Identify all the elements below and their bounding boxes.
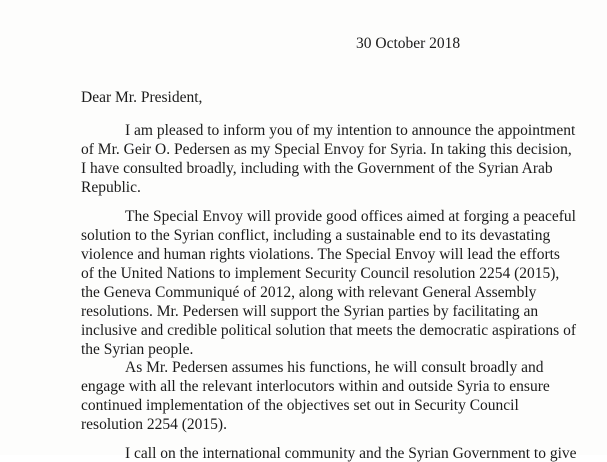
- paragraph-line: The Special Envoy will provide good offices aimed at forging a peaceful: [125, 208, 576, 225]
- paragraph-line: continued implementation of the objectives set out in Security Council: [81, 397, 519, 414]
- paragraph-line: solution to the Syrian conflict, including a sustainable end to its devastating: [81, 227, 551, 244]
- paragraph-line: engage with all the relevant interlocutors within and outside Syria to ensure: [81, 378, 550, 395]
- paragraph-line: I am pleased to inform you of my intention to announce the appointment: [125, 122, 576, 139]
- paragraph-line: inclusive and credible political solution that meets the democratic aspirations of: [81, 322, 576, 339]
- paragraph-line: As Mr. Pedersen assumes his functions, he will consult broadly and: [125, 359, 544, 376]
- paragraph-line: violence and human rights violations. The Special Envoy will lead the efforts: [81, 246, 560, 263]
- paragraph-line: resolution 2254 (2015).: [81, 416, 227, 433]
- letter-date: 30 October 2018: [356, 35, 461, 52]
- paragraph-line: I have consulted broadly, including with the Government of the Syrian Arab: [81, 160, 553, 177]
- paragraph-line: of the United Nations to implement Security Council resolution 2254 (2015),: [81, 265, 560, 282]
- paragraph-line: the Syrian people.: [81, 341, 194, 358]
- paragraph-line: the Geneva Communiqué of 2012, along with relevant General Assembly: [81, 284, 537, 301]
- salutation: Dear Mr. President,: [81, 89, 203, 106]
- paragraph-line: Republic.: [81, 179, 141, 196]
- paragraph-line: I call on the international community and the Syrian Government to give: [125, 445, 577, 462]
- paragraph-line: of Mr. Geir O. Pedersen as my Special Envoy for Syria. In taking this decision,: [81, 141, 572, 158]
- paragraph-line: resolutions. Mr. Pedersen will support the Syrian parties by facilitating an: [81, 303, 539, 320]
